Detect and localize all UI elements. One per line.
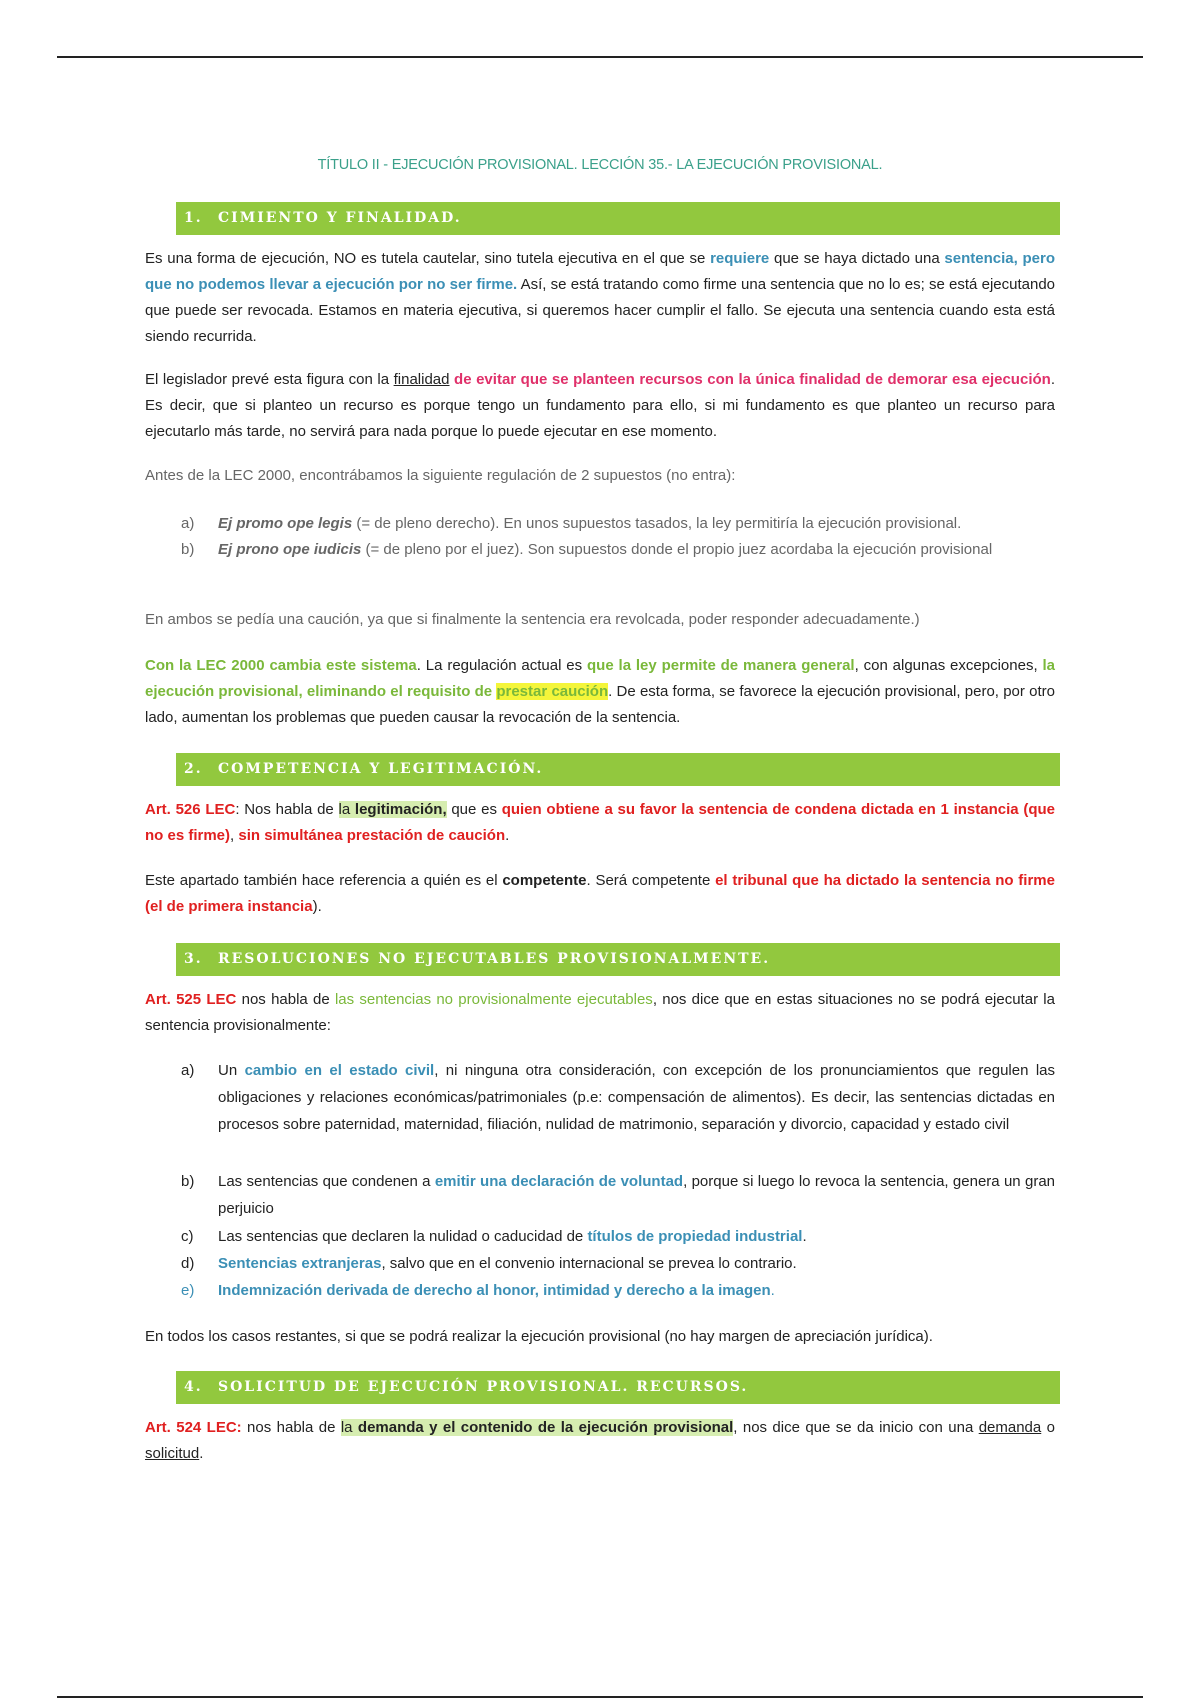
text-run: que es	[446, 801, 502, 818]
text-run: la	[338, 801, 355, 818]
text-run: cambio en el estado civil	[244, 1062, 435, 1079]
text-run: que la ley permite de manera general	[587, 657, 855, 674]
text-run: Ej promo ope legis	[218, 515, 353, 532]
list-item	[181, 510, 1055, 537]
section-number: 3.	[184, 951, 203, 967]
text-run: nos habla de	[241, 1419, 341, 1436]
text-run: de evitar que se planteen recursos con la única finalidad de demorar esa ejecución	[454, 371, 1051, 388]
list-marker: e)	[181, 1282, 195, 1299]
text-run: .	[505, 827, 510, 844]
text-run: ).	[312, 898, 322, 915]
text-run: quien obtiene a su favor la sentencia de condena dictada en 1 instancia (que no es firme)	[145, 801, 1056, 844]
list-marker: b)	[181, 1173, 195, 1190]
list-item	[181, 1277, 1055, 1304]
text-run: , con algunas excepciones,	[854, 657, 1043, 674]
text-run: sin simultánea prestación de caución	[238, 827, 506, 844]
s1-paragraph-1	[145, 246, 1055, 350]
text-run: nos habla de	[236, 991, 335, 1008]
bottom-rule	[57, 1696, 1143, 1698]
s4-paragraph-1	[145, 1415, 1055, 1467]
s1-paragraph-4: En ambos se pedía una caución, ya que si finalmente la sentencia era revolcada, poder responder adecuadamente.)	[145, 611, 920, 628]
list-item	[181, 1057, 1055, 1138]
section-number: 1.	[184, 210, 203, 226]
text-run: : Nos habla de	[235, 801, 339, 818]
section-3-header	[176, 943, 1060, 976]
text-run: Art. 526 LEC	[145, 801, 236, 818]
text-run: Ej prono ope iudicis	[218, 541, 362, 558]
section-2-header	[176, 753, 1060, 786]
text-run: la ejecución provisional, eliminando el requisito de	[145, 657, 1055, 700]
text-run: o	[1041, 1419, 1055, 1436]
text-run: demanda y el contenido de la ejecución provisional	[357, 1419, 734, 1436]
text-run: . Es decir, que si planteo un recurso es porque tengo un fundamento para ello, si mi fundamento es que planteo un recurso para ejecutarlo más tarde, no servirá para nada porque lo puede ejecutar en ese momento.	[145, 371, 1055, 440]
text-run: .	[802, 1228, 807, 1245]
text-run: Las sentencias que condenen a	[218, 1173, 435, 1190]
s1-paragraph-5	[145, 653, 1055, 731]
list-marker: d)	[181, 1255, 195, 1272]
text-run: .	[770, 1282, 775, 1299]
section-label: SOLICITUD DE EJECUCIÓN PROVISIONAL. RECURSOS.	[218, 1379, 749, 1395]
text-run: Es una forma de ejecución, NO es tutela cautelar, sino tutela ejecutiva en el que se	[145, 250, 711, 267]
text-run: Con la LEC 2000 cambia este sistema	[145, 657, 417, 674]
text-run: legitimación,	[354, 801, 447, 818]
text-run: (= de pleno por el juez). Son supuestos donde el propio juez acordaba la ejecución provisional	[361, 541, 993, 558]
list-marker: a)	[181, 515, 195, 532]
text-run: requiere	[710, 250, 770, 267]
text-run: finalidad	[393, 371, 450, 388]
text-run: Así, se está tratando como firme una sentencia que no lo es; se está ejecutando que puede ser revocada. Estamos en materia ejecutiva, si queremos hacer cumplir el fallo. Se ejecuta una sentencia cuando esta está siendo recurrida.	[145, 276, 1056, 345]
text-run: El legislador prevé esta figura con la	[145, 371, 394, 388]
text-run: demanda	[978, 1419, 1042, 1436]
text-run: , ni ninguna otra consideración, con excepción de los pronunciamientos que regulen las obligaciones y relaciones económicas/patrimoniales (p.e: compensación de alimentos). Es decir, las sentencias dictadas en procesos sobre paternidad, maternidad, filiación, nulidad de matrimonio, separación y divorcio, capacidad y estado civil	[218, 1062, 1056, 1133]
text-run: que se haya dictado una	[769, 250, 945, 267]
list-item	[181, 1250, 1055, 1277]
list-item	[181, 1168, 1055, 1222]
text-run: . La regulación actual es	[416, 657, 587, 674]
text-run: Art. 524 LEC:	[145, 1419, 242, 1436]
text-run: , nos dice que se da inicio con una	[733, 1419, 979, 1436]
section-1-header	[176, 202, 1060, 235]
s2-paragraph-1	[145, 797, 1055, 849]
text-run: títulos de propiedad industrial	[587, 1228, 803, 1245]
text-run: Indemnización derivada de derecho al honor, intimidad y derecho a la imagen	[218, 1282, 771, 1299]
list-item	[181, 536, 1055, 563]
list-marker: a)	[181, 1062, 195, 1079]
text-run: Sentencias extranjeras	[218, 1255, 382, 1272]
section-number: 2.	[184, 761, 203, 777]
text-run: emitir una declaración de voluntad	[434, 1173, 684, 1190]
top-rule	[57, 56, 1143, 58]
list-marker: c)	[181, 1228, 194, 1245]
s3-paragraph-1	[145, 987, 1055, 1039]
text-run: (= de pleno derecho). En unos supuestos tasados, la ley permitiría la ejecución provisional.	[352, 515, 962, 532]
section-label: CIMIENTO Y FINALIDAD.	[218, 210, 462, 226]
text-run: el tribunal que ha dictado la sentencia no firme (el de primera instancia	[145, 872, 1055, 915]
text-run: las sentencias no provisionalmente ejecutables	[334, 991, 653, 1008]
text-run: ,	[230, 827, 239, 844]
text-run: . Será competente	[586, 872, 716, 889]
text-run: sentencia, pero que no podemos llevar a ejecución por no ser firme.	[145, 250, 1056, 293]
s1-paragraph-3: Antes de la LEC 2000, encontrábamos la siguiente regulación de 2 supuestos (no entra):	[145, 467, 736, 484]
s2-paragraph-2	[145, 868, 1055, 920]
document-title: TÍTULO II - EJECUCIÓN PROVISIONAL. LECCIÓN 35.- LA EJECUCIÓN PROVISIONAL.	[317, 157, 883, 173]
text-run: .	[199, 1445, 204, 1462]
section-label: RESOLUCIONES NO EJECUTABLES PROVISIONALMENTE.	[218, 951, 771, 967]
section-number: 4.	[184, 1379, 203, 1395]
text-run: , porque si luego lo revoca la sentencia, genera un gran perjuicio	[218, 1173, 1056, 1217]
text-run: prestar caución	[496, 683, 609, 700]
text-run: . De esta forma, se favorece la ejecución provisional, pero, por otro lado, aumentan los problemas que pueden causar la revocación de la sentencia.	[145, 683, 1055, 726]
text-run: Un	[218, 1062, 245, 1079]
text-run: , salvo que en el convenio internacional se prevea lo contrario.	[381, 1255, 797, 1272]
s1-paragraph-2	[145, 367, 1055, 445]
s3-paragraph-2: En todos los casos restantes, si que se podrá realizar la ejecución provisional (no hay margen de apreciación jurídica).	[145, 1328, 933, 1345]
text-run: competente	[502, 872, 587, 889]
text-run: , nos dice que en estas situaciones no se podrá ejecutar la sentencia provisionalmente:	[145, 991, 1055, 1034]
text-run: la	[340, 1419, 358, 1436]
section-4-header	[176, 1371, 1060, 1404]
text-run: Art. 525 LEC	[145, 991, 237, 1008]
section-label: COMPETENCIA Y LEGITIMACIÓN.	[218, 761, 544, 777]
text-run: Las sentencias que declaren la nulidad o caducidad de	[218, 1228, 588, 1245]
list-item	[181, 1223, 1055, 1250]
text-run: solicitud	[145, 1445, 200, 1462]
list-marker: b)	[181, 541, 195, 558]
text-run: Este apartado también hace referencia a quién es el	[145, 872, 503, 889]
